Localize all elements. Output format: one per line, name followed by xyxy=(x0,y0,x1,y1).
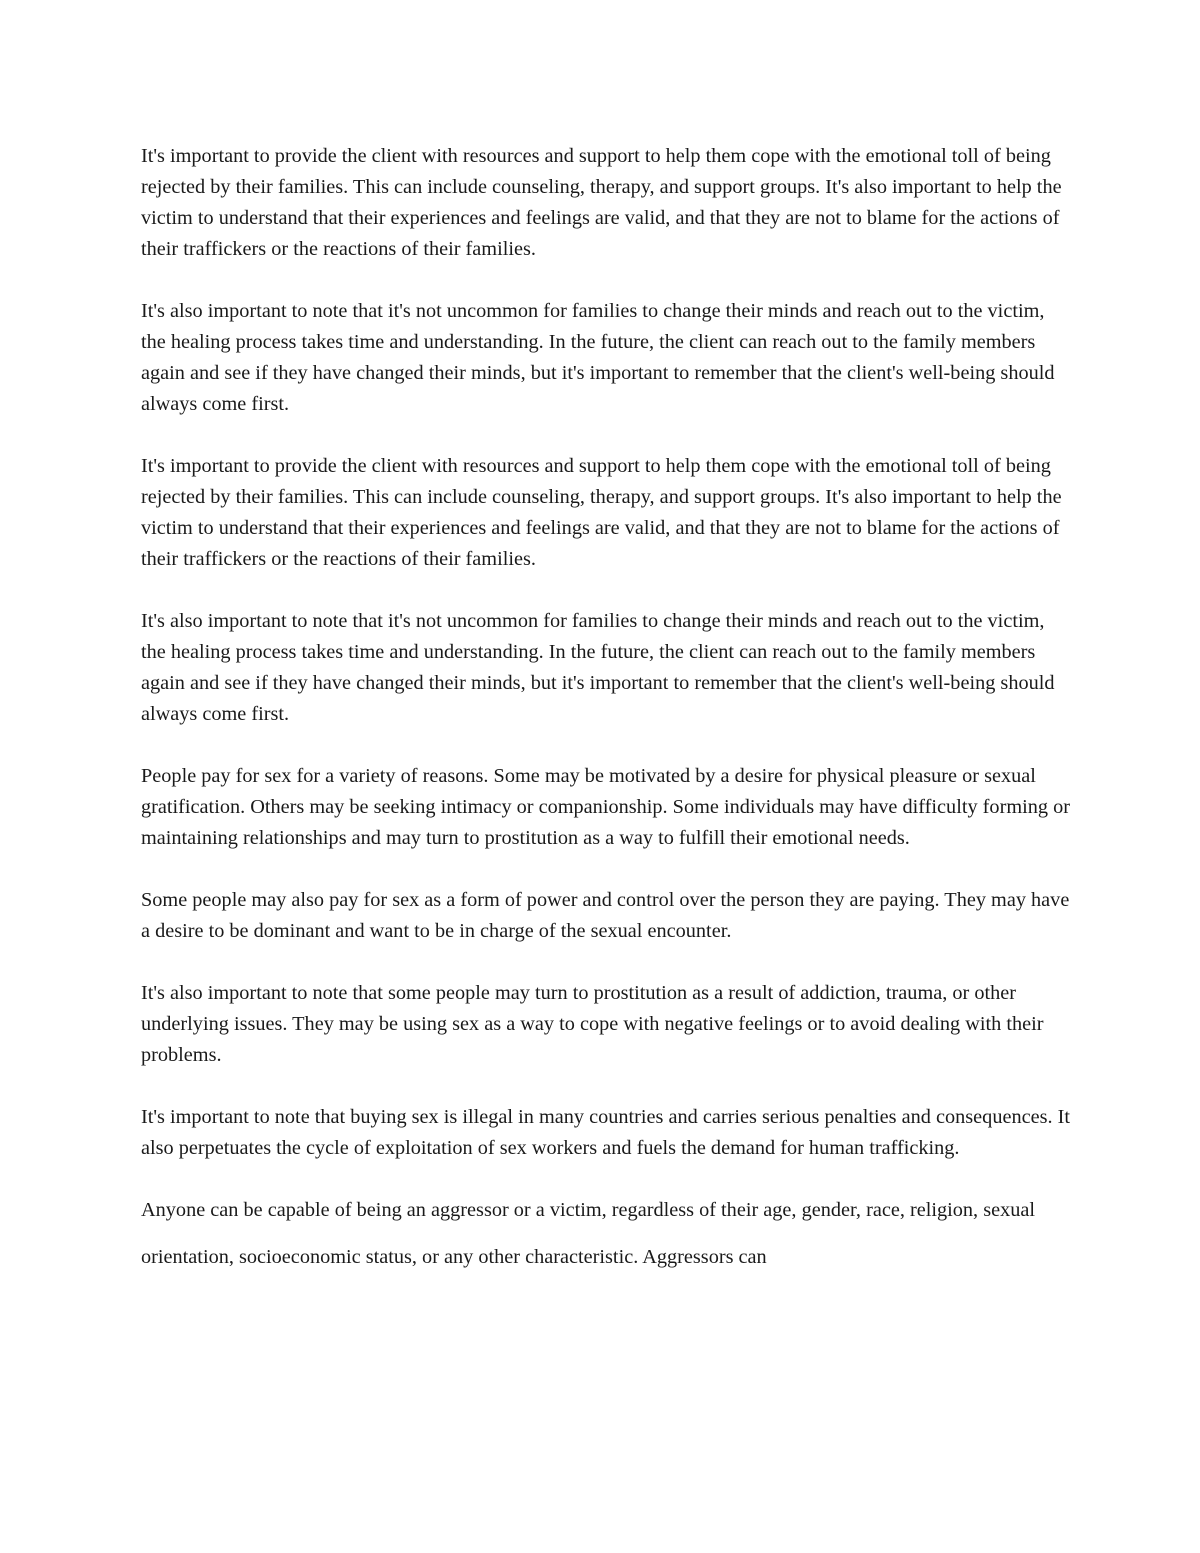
paragraph-6: Some people may also pay for sex as a form of power and control over the person they are paying. They may have a desire to be dominant and want to be in charge of the sexual encounter. xyxy=(141,889,1070,942)
document-body xyxy=(141,141,1071,1312)
paragraph-3: It's important to provide the client with resources and support to help them cope with the emotional toll of being rejected by their families. This can include counseling, therapy, and support groups. It's also important to help the victim to understand that their experiences and feelings are valid, and that they are not to blame for the actions of their traffickers or the reactions of their families. xyxy=(141,455,1062,570)
paragraph-4: It's also important to note that it's not uncommon for families to change their minds and reach out to the victim, the healing process takes time and understanding. In the future, the client can reach out to the family members again and see if they have changed their minds, but it's important to remember that the client's well-being should always come first. xyxy=(141,610,1055,725)
paragraph-8: It's important to note that buying sex is illegal in many countries and carries serious penalties and consequences. It also perpetuates the cycle of exploitation of sex workers and fuels the demand for human trafficking. xyxy=(141,1106,1071,1159)
paragraph-1: It's important to provide the client with resources and support to help them cope with the emotional toll of being rejected by their families. This can include counseling, therapy, and support groups. It's also important to help the victim to understand that their experiences and feelings are valid, and that they are not to blame for the actions of their traffickers or the reactions of their families. xyxy=(141,145,1062,260)
paragraph-2: It's also important to note that it's not uncommon for families to change their minds and reach out to the victim, the healing process takes time and understanding. In the future, the client can reach out to the family members again and see if they have changed their minds, but it's important to remember that the client's well-being should always come first. xyxy=(141,300,1055,415)
paragraph-9: Anyone can be capable of being an aggressor or a victim, regardless of their age, gender, race, religion, sexual orientation, socioeconomic status, or any other characteristic. Aggressors can xyxy=(141,1199,1036,1268)
paragraph-7: It's also important to note that some people may turn to prostitution as a result of addiction, trauma, or other underlying issues. They may be using sex as a way to cope with negative feelings or to avoid dealing with their problems. xyxy=(141,982,1044,1066)
paragraph-5: People pay for sex for a variety of reasons. Some may be motivated by a desire for physical pleasure or sexual gratification. Others may be seeking intimacy or companionship. Some individuals may have difficulty forming or maintaining relationships and may turn to prostitution as a way to fulfill their emotional needs. xyxy=(141,765,1070,849)
